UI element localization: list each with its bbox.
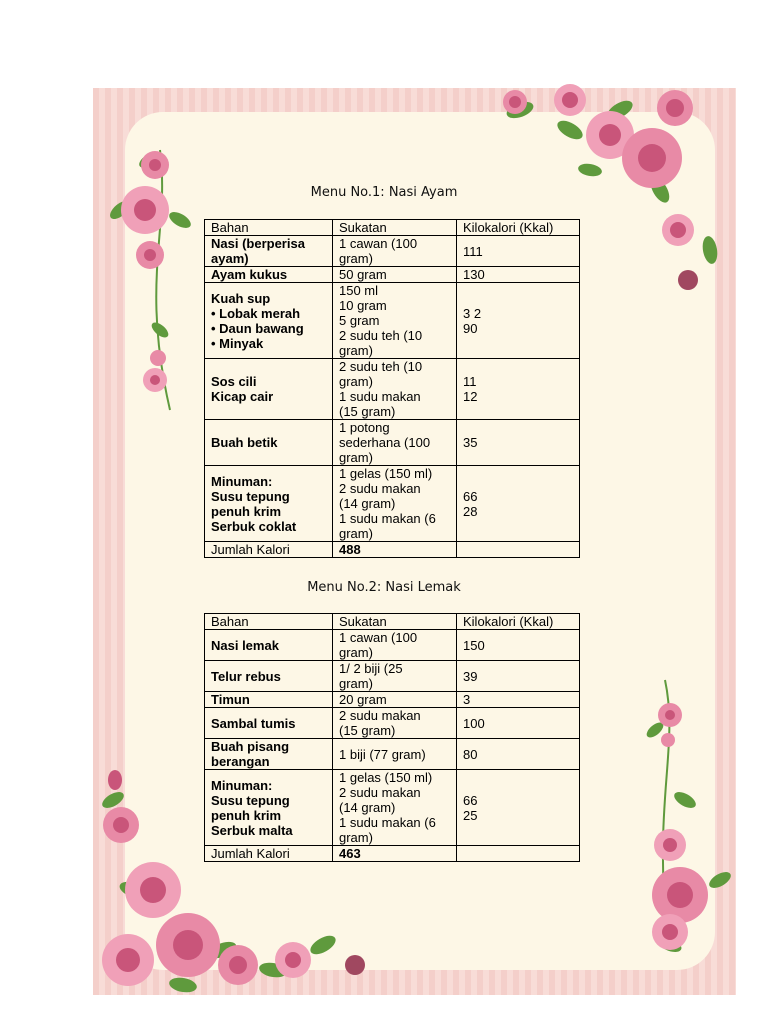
bahan-line: Sos cili — [211, 374, 257, 389]
sukatan-line: 50 gram — [339, 267, 387, 282]
total-value: 488 — [333, 542, 457, 558]
bahan-cell — [205, 630, 333, 661]
bahan-line: Susu tepung — [211, 488, 290, 504]
column-header: Kilokalori (Kkal) — [457, 614, 580, 630]
kkal-cell — [457, 661, 580, 692]
kkal-cell — [457, 359, 580, 420]
bahan-line: penuh krim — [211, 807, 282, 823]
column-header: Bahan — [205, 220, 333, 236]
sukatan-line: 1 cawan (100 — [339, 236, 418, 251]
sukatan-line: 1 potong — [339, 420, 390, 435]
kkal-line: 11 — [463, 374, 477, 389]
empty-cell — [457, 542, 580, 558]
sukatan-line: 1 sudu makan — [339, 389, 421, 404]
column-header: Bahan — [205, 614, 333, 630]
bahan-line: • Minyak — [211, 335, 264, 351]
table-row — [205, 630, 580, 661]
bahan-line: Ayam kukus — [211, 267, 288, 282]
bahan-line: Buah pisang — [211, 739, 290, 754]
sukatan-cell — [333, 359, 457, 420]
total-row — [205, 846, 580, 862]
kkal-line: 150 — [463, 637, 485, 653]
table-row — [205, 708, 580, 739]
kkal-line: 130 — [463, 267, 485, 282]
sukatan-line: 2 sudu makan — [339, 785, 421, 800]
sukatan-cell — [333, 661, 457, 692]
sukatan-line: 1 gelas (150 ml) — [339, 770, 433, 785]
total-label: Jumlah Kalori — [205, 542, 333, 558]
rose-icon — [652, 703, 708, 950]
sukatan-line: sederhana (100 — [339, 435, 431, 450]
sukatan-line: gram) — [339, 645, 373, 660]
sukatan-line: (14 gram) — [339, 496, 396, 511]
sukatan-line: 1 sudu makan (6 — [339, 815, 436, 830]
bahan-line: Telur rebus — [211, 668, 281, 684]
bahan-line: Minuman: — [211, 473, 273, 489]
kkal-line: 66 — [463, 488, 478, 504]
sukatan-cell — [333, 283, 457, 359]
table-row — [205, 661, 580, 692]
sukatan-line: 20 gram — [339, 692, 387, 707]
kkal-line: 3 — [463, 692, 471, 707]
bahan-line: Kuah sup — [211, 290, 271, 306]
empty-cell — [457, 846, 580, 862]
bahan-cell — [205, 420, 333, 466]
kkal-line: 39 — [463, 668, 478, 684]
bahan-line: Serbuk malta — [211, 822, 293, 838]
table-row — [205, 420, 580, 466]
bahan-cell — [205, 466, 333, 542]
bahan-line: Kicap cair — [211, 389, 274, 404]
sukatan-line: gram) — [339, 343, 373, 358]
table-header-row — [205, 220, 580, 236]
sukatan-line: 2 sudu teh (10 — [339, 359, 423, 374]
sukatan-cell — [333, 267, 457, 283]
sukatan-cell — [333, 236, 457, 267]
table-row — [205, 359, 580, 420]
rosebud-icon — [108, 770, 122, 790]
kkal-cell — [457, 739, 580, 770]
menu1-title: Menu No.1: Nasi Ayam — [310, 185, 458, 200]
kkal-line: 12 — [463, 389, 478, 404]
bahan-line: penuh krim — [211, 503, 282, 519]
bahan-line: Nasi lemak — [211, 637, 279, 653]
total-label: Jumlah Kalori — [205, 846, 333, 862]
kkal-line: 66 — [463, 792, 478, 808]
sukatan-line: (15 gram) — [339, 404, 396, 419]
kkal-cell — [457, 466, 580, 542]
sukatan-line: gram) — [339, 450, 373, 465]
bahan-cell — [205, 359, 333, 420]
sukatan-line: (15 gram) — [339, 723, 396, 738]
column-header: Sukatan — [333, 220, 457, 236]
bahan-line: Sambal tumis — [211, 715, 296, 731]
table-row — [205, 770, 580, 846]
bahan-line: Serbuk coklat — [211, 518, 297, 534]
sukatan-cell — [333, 420, 457, 466]
sukatan-line: 2 sudu makan — [339, 481, 421, 496]
bahan-cell — [205, 267, 333, 283]
kkal-cell — [457, 420, 580, 466]
table-row — [205, 466, 580, 542]
kkal-line: 90 — [463, 320, 478, 336]
sukatan-cell — [333, 770, 457, 846]
table-row — [205, 692, 580, 708]
rose-garland-left — [100, 130, 210, 430]
table-header-row — [205, 614, 580, 630]
bahan-line: Timun — [211, 692, 250, 707]
table-row — [205, 267, 580, 283]
bahan-cell — [205, 661, 333, 692]
menu2-table — [204, 613, 580, 862]
sukatan-line: gram) — [339, 251, 373, 266]
bahan-line: • Daun bawang — [211, 320, 304, 336]
kkal-cell — [457, 708, 580, 739]
kkal-line: 28 — [463, 503, 478, 519]
sukatan-line: 5 gram — [339, 313, 380, 328]
table-row — [205, 739, 580, 770]
kkal-line: 100 — [463, 715, 485, 731]
sukatan-line: 1 biji (77 gram) — [339, 746, 426, 762]
rose-garland-right — [640, 670, 740, 960]
sukatan-cell — [333, 466, 457, 542]
kkal-cell — [457, 236, 580, 267]
sukatan-cell — [333, 692, 457, 708]
sukatan-line: gram) — [339, 676, 373, 691]
kkal-cell — [457, 692, 580, 708]
sukatan-line: gram) — [339, 374, 373, 389]
sukatan-cell — [333, 708, 457, 739]
sukatan-line: 1 sudu makan (6 — [339, 511, 436, 526]
kkal-line: 80 — [463, 746, 478, 762]
sukatan-line: 1/ 2 biji (25 — [339, 661, 403, 676]
sukatan-line: gram) — [339, 830, 373, 845]
sukatan-line: 2 sudu makan — [339, 708, 421, 723]
total-row — [205, 542, 580, 558]
bahan-cell — [205, 283, 333, 359]
bahan-line: Susu tepung — [211, 792, 290, 808]
bahan-cell — [205, 708, 333, 739]
bahan-cell — [205, 770, 333, 846]
sukatan-line: gram) — [339, 526, 373, 541]
total-value: 463 — [333, 846, 457, 862]
bahan-line: Nasi (berperisa — [211, 236, 305, 251]
bahan-cell — [205, 739, 333, 770]
kkal-line: 25 — [463, 807, 478, 823]
sukatan-line: 1 cawan (100 — [339, 630, 418, 645]
kkal-line: 3 2 — [463, 305, 482, 321]
bahan-line: ayam) — [211, 251, 249, 266]
table-row — [205, 236, 580, 267]
bahan-line: • Lobak merah — [211, 305, 301, 321]
kkal-line: 35 — [463, 435, 478, 450]
kkal-cell — [457, 630, 580, 661]
kkal-line: 111 — [463, 243, 483, 259]
bahan-line: berangan — [211, 754, 270, 769]
sukatan-cell — [333, 630, 457, 661]
column-header: Kilokalori (Kkal) — [457, 220, 580, 236]
menu1-table — [204, 219, 580, 558]
table-row — [205, 283, 580, 359]
sukatan-cell — [333, 739, 457, 770]
kkal-cell — [457, 283, 580, 359]
sukatan-line: 2 sudu teh (10 — [339, 328, 423, 343]
sukatan-line: 1 gelas (150 ml) — [339, 466, 433, 481]
bahan-line: Buah betik — [211, 435, 278, 450]
menu2-title: Menu No.2: Nasi Lemak — [307, 580, 461, 595]
sukatan-line: (14 gram) — [339, 800, 396, 815]
kkal-cell — [457, 267, 580, 283]
bahan-cell — [205, 236, 333, 267]
sukatan-line: 150 ml — [339, 283, 379, 298]
column-header: Sukatan — [333, 614, 457, 630]
bahan-cell — [205, 692, 333, 708]
sukatan-line: 10 gram — [339, 298, 387, 313]
kkal-cell — [457, 770, 580, 846]
bahan-line: Minuman: — [211, 777, 273, 793]
